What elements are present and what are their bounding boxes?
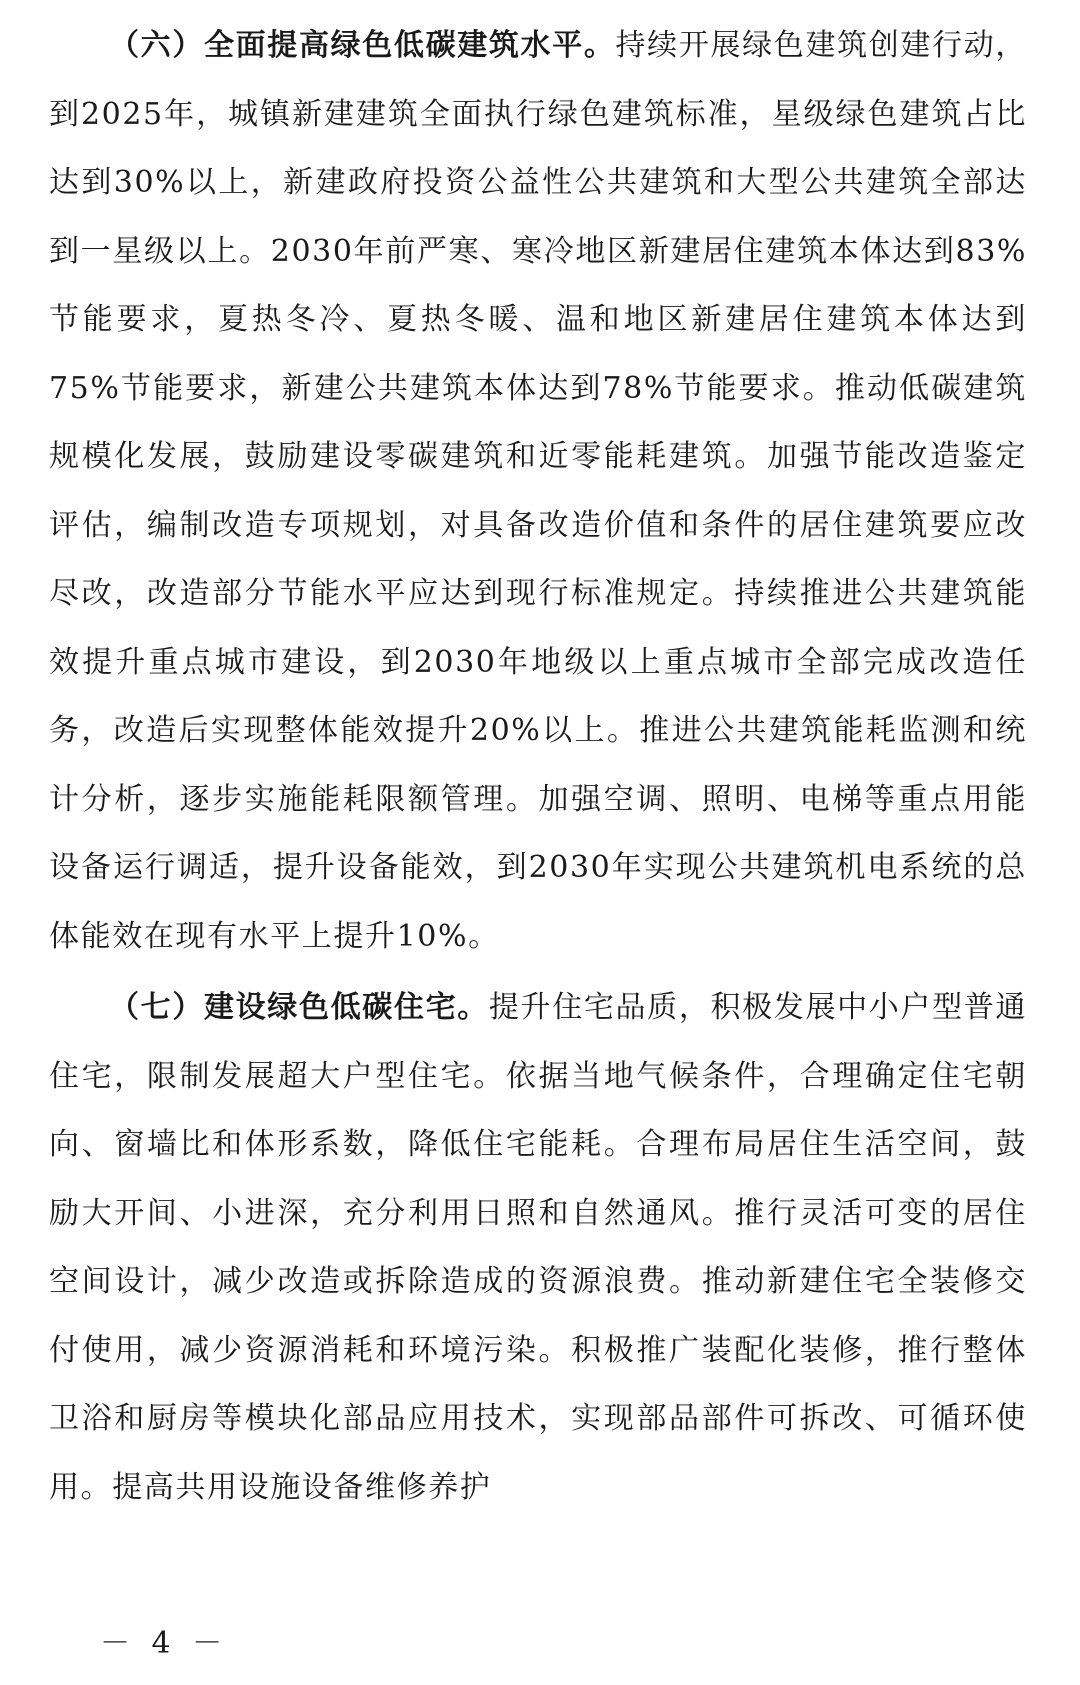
section-7-body: 提升住宅品质，积极发展中小户型普通住宅，限制发展超大户型住宅。依据当地气候条件，合理确定住宅朝向、窗墙比和体形系数，降低住宅能耗。合理布局居住生活空间，鼓励大开间、小进深，充分利用日照和自然通风。推行灵活可变的居住空间设计，减少改造或拆除造成的资源浪费。推动新建住宅全装修交付使用，减少资源消耗和环境污染。积极推广装配化装修，推行整体卫浴和厨房等模块化部品应用技术，实现部品部件可拆改、可循环使用。提高共用设施设备维修养护 [49,990,1028,1505]
paragraph-section-6 [49,12,1027,971]
section-7-heading: （七）建设绿色低碳住宅。 [109,990,489,1025]
section-6-heading: （六）全面提高绿色低碳建筑水平。 [109,28,616,63]
document-body [49,12,1027,1522]
section-6-body: 持续开展绿色建筑创建行动，到2025年，城镇新建建筑全面执行绿色建筑标准，星级绿色建筑占比达到30%以上，新建政府投资公益性公共建筑和大型公共建筑全部达到一星级以上。2030年前严寒、寒冷地区新建居住建筑本体达到83%节能要求，夏热冬冷、夏热冬暖、温和地区新建居住建筑本体达到75%节能要求，新建公共建筑本体达到78%节能要求。推动低碳建筑规模化发展，鼓励建设零碳建筑和近零能耗建筑。加强节能改造鉴定评估，编制改造专项规划，对具备改造价值和条件的居住建筑要应改尽改，改造部分节能水平应达到现行标准规定。持续推进公共建筑能效提升重点城市建设，到2030年地级以上重点城市全部完成改造任务，改造后实现整体能效提升20%以上。推进公共建筑能耗监测和统计分析，逐步实施能耗限额管理。加强空调、照明、电梯等重点用能设备运行调适，提升设备能效，到2030年实现公共建筑机电系统的总体能效在现有水平上提升10%。 [49,28,1027,954]
page-number: － 4 － [100,1626,229,1661]
paragraph-section-7 [49,974,1027,1522]
